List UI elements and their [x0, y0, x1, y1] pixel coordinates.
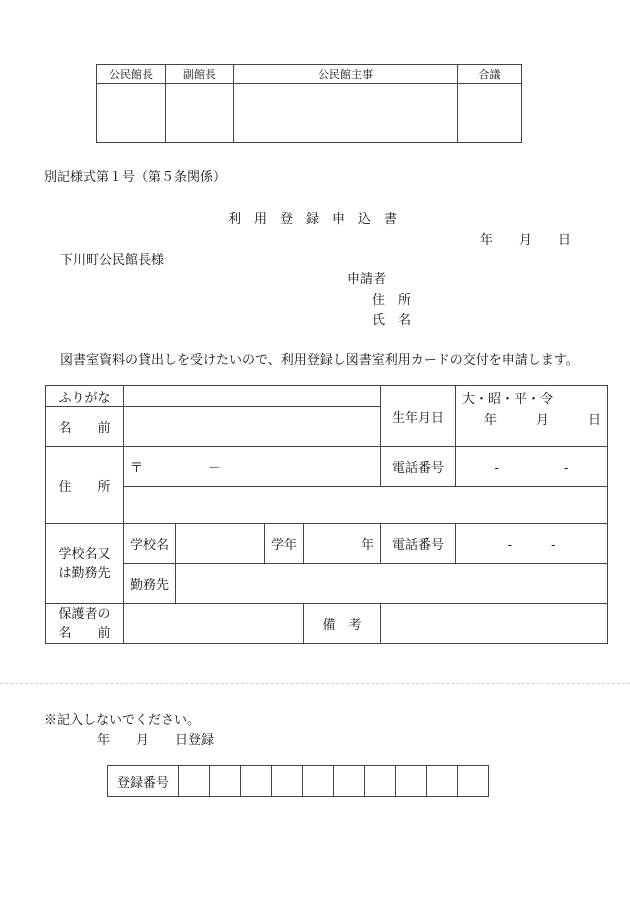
approval-header-vice-director: 副館長: [166, 65, 234, 84]
registration-number-digit[interactable]: [334, 766, 365, 797]
grade-field[interactable]: 年: [304, 524, 381, 564]
workplace-field[interactable]: [176, 564, 608, 604]
approval-stamp-cell[interactable]: [97, 84, 166, 143]
registration-date: 年 月 日登録: [97, 733, 215, 748]
workplace-label: 勤務先: [124, 564, 176, 604]
school-or-workplace-label: 学校名又 は勤務先: [46, 524, 124, 604]
applicant-address-label: 住 所: [372, 293, 412, 308]
work-phone-label: 電話番号: [381, 524, 456, 564]
registration-form-table: [45, 385, 608, 644]
birth-date-units: 年 月 日: [483, 413, 601, 428]
phone-field[interactable]: - -: [456, 447, 608, 487]
registration-number-digit[interactable]: [210, 766, 241, 797]
grade-label: 学年: [265, 524, 304, 564]
registration-number-digit[interactable]: [365, 766, 396, 797]
applicant-name-label: 氏 名: [372, 313, 412, 328]
approval-stamp-cell[interactable]: [234, 84, 458, 143]
registration-number-digit[interactable]: [458, 766, 489, 797]
approval-header-officer: 公民館主事: [234, 65, 458, 84]
approval-stamp-cell[interactable]: [166, 84, 234, 143]
approval-stamp-cell[interactable]: [458, 84, 522, 143]
approval-header-director: 公民館長: [97, 65, 166, 84]
guardian-name-label: 保護者の 名 前: [46, 604, 124, 644]
address-field[interactable]: [124, 487, 608, 524]
office-use-note: ※記入しないでください。: [44, 713, 201, 728]
birth-date-field[interactable]: [456, 386, 608, 447]
registration-number-digit[interactable]: [303, 766, 334, 797]
registration-number-digit[interactable]: [396, 766, 427, 797]
registration-number-digit[interactable]: [241, 766, 272, 797]
approval-header-consultation: 合議: [458, 65, 522, 84]
page-title: 利 用 登 録 申 込 書: [228, 212, 398, 227]
name-field[interactable]: [124, 407, 381, 447]
registration-number-digit[interactable]: [272, 766, 303, 797]
work-phone-field[interactable]: - -: [456, 524, 608, 564]
guardian-name-field[interactable]: [124, 604, 304, 644]
school-name-field[interactable]: [176, 524, 265, 564]
remarks-field[interactable]: [381, 604, 608, 644]
registration-number-digit[interactable]: [179, 766, 210, 797]
furigana-field[interactable]: [124, 386, 381, 407]
name-label: 名 前: [46, 407, 124, 447]
addressee: 下川町公民館長様: [60, 253, 165, 268]
registration-number-table: [107, 765, 489, 797]
office-use-divider: [0, 683, 630, 684]
approval-table: [96, 64, 522, 143]
form-reference: 別記様式第１号（第５条関係）: [44, 170, 227, 185]
birth-date-label: 生年月日: [381, 386, 456, 447]
era-options: 大・昭・平・令: [462, 392, 554, 407]
request-statement: 図書室資料の貸出しを受けたいので、利用登録し図書室利用カードの交付を申請します。: [60, 353, 579, 368]
applicant-label: 申請者: [347, 272, 387, 287]
furigana-label: ふりがな: [46, 386, 124, 407]
registration-number-digit[interactable]: [427, 766, 458, 797]
registration-number-label: 登録番号: [108, 766, 179, 797]
postal-code-field[interactable]: 〒 －: [124, 447, 381, 487]
application-date: 年 月 日: [480, 233, 572, 248]
remarks-label: 備 考: [304, 604, 381, 644]
address-label: 住 所: [46, 447, 124, 524]
phone-label: 電話番号: [381, 447, 456, 487]
school-name-label: 学校名: [124, 524, 176, 564]
